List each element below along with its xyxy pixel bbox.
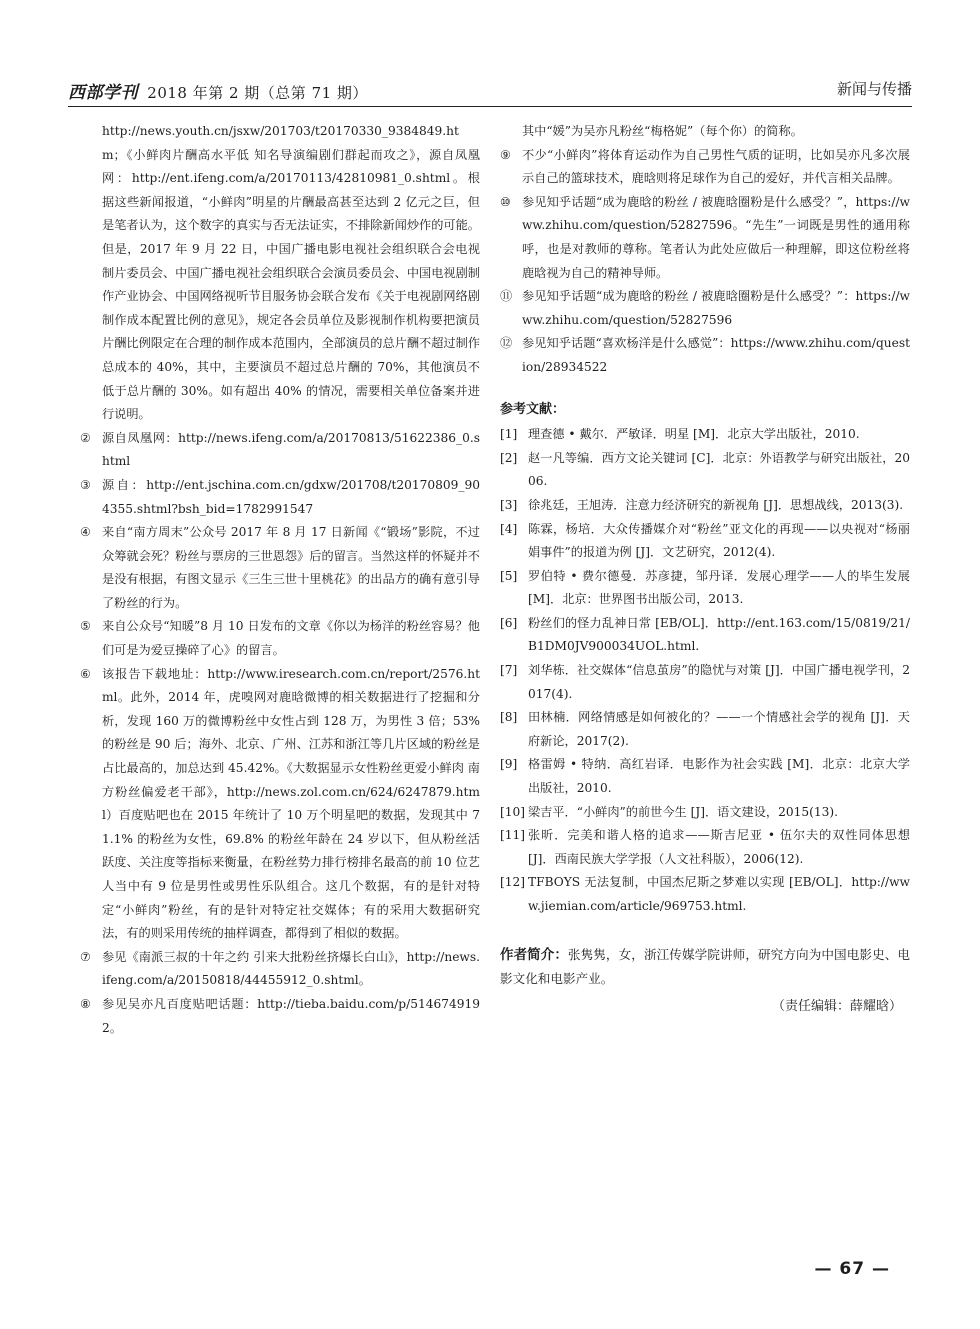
reference-item: [500, 447, 910, 494]
reference-text: 格雷姆 • 特纳．高红岩译．电影作为社会实践 [M]．北京：北京大学出版社，2010.: [528, 757, 910, 796]
footnote-7: [80, 946, 480, 993]
footnote-mark: ②: [80, 430, 91, 445]
journal-header: [68, 78, 368, 103]
reference-text: 徐兆廷，王旭涛．注意力经济研究的新视角 [J]．思想战线，2013(3).: [528, 497, 904, 512]
header-rule: [68, 106, 912, 107]
references-heading: 参考文献：: [500, 401, 566, 417]
reference-item: [500, 423, 910, 447]
reference-number: [7]: [500, 663, 518, 678]
footnote-text: 源自：http://ent.jschina.com.cn/gdxw/201708/t20170809_904355.shtml?bsh_bid=1782991547: [102, 477, 480, 516]
footnote-text: 参见知乎话题“喜欢杨洋是什么感觉”：https://www.zhihu.com/question/28934522: [522, 336, 910, 374]
footnote-mark: ⑤: [80, 619, 91, 634]
footnote-mark: ⑨: [500, 147, 511, 162]
footnote-5: [80, 615, 480, 662]
footnote-text: 参见知乎话题“成为鹿晗的粉丝 / 被鹿晗圈粉是什么感受？”，https://www.zhihu.com/question/52827596。“先生”一词既是男性的通用称呼，也是对教师的尊称。笔者认为此处应做后一种理解，即这位粉丝将鹿晗视为自己的精神导师。: [522, 194, 910, 280]
right-column: [500, 120, 910, 1018]
footnote-continuation: [500, 120, 910, 144]
footnote-text: 该报告下载地址：http://www.iresearch.com.cn/report/2576.html。此外，2014 年，虎嗅网对鹿晗微博的相关数据进行了挖掘和分析，发现 160 万的微博粉丝中女性占到 128 万，为男性 3 倍；53% 的粉丝是 90 后；海外、北京、广州、江苏和浙江等几片区域的粉丝是占比最高的，加总达到 45.42%。《大数据显示女性粉丝更爱小鲜肉 南方粉丝偏爱老干部》，http://news.zol.com.cn/624/6247879.html）百度贴吧也在 2015 年统计了 10 万个明星吧的数据，发现其中 71.1% 的粉丝为女性，69.8% 的粉丝年龄在 24 岁以下，但从粉丝活跃度、关注度等指标来衡量，在粉丝势力排行榜排名最高的前 10 位艺人当中有 9 位是男性或男性乐队组合。这几个数据，有的是针对特定“小鲜肉”粉丝，有的是针对特定社交媒体；有的采用大数据研究法，有的则采用传统的抽样调查，都得到了相似的数据。: [102, 666, 480, 941]
footnote-text: 来自公众号“知暖”8 月 10 日发布的文章《你以为杨洋的粉丝容易？他们可是为爱豆操碎了心》的留言。: [102, 619, 480, 658]
footnote-8: [80, 993, 480, 1040]
reference-number: [2]: [500, 450, 518, 465]
reference-text: 田林楠．网络情感是如何被化的？——一个情感社会学的视角 [J]．天府新论，2017(2).: [528, 710, 910, 748]
footnote-mark: ⑧: [80, 996, 91, 1011]
reference-item: [500, 659, 910, 706]
footnote-mark: ⑫: [500, 336, 513, 351]
footnote-11: [500, 285, 910, 332]
footnote-mark: ⑩: [500, 194, 511, 209]
reference-text: 梁吉平．“小鲜肉”的前世今生 [J]．语文建设，2015(13).: [528, 804, 839, 819]
reference-number: [11]: [500, 828, 526, 843]
reference-text: 陈霖，杨培．大众传播媒介对“粉丝”亚文化的再现——以央视对“杨丽娟事件”的报道为例 [J]．文艺研究，2012(4).: [528, 521, 910, 560]
reference-item: [500, 871, 910, 918]
reference-number: [5]: [500, 568, 518, 583]
footnote-text: 参见《南派三叔的十年之约 引来大批粉丝挤爆长白山》，http://news.ifeng.com/a/20150818/44455912_0.shtml。: [102, 949, 480, 988]
footnote-mark: ④: [80, 525, 91, 540]
reference-text: 赵一凡等编．西方文论关键词 [C]．北京：外语教学与研究出版社，2006.: [528, 450, 910, 489]
left-column: [80, 120, 480, 1040]
reference-item: [500, 753, 910, 800]
reference-item: [500, 518, 910, 565]
reference-item: [500, 612, 910, 659]
reference-number: [6]: [500, 615, 518, 630]
footnote-mark: ③: [80, 477, 91, 492]
footnote-10: [500, 191, 910, 285]
footnote-text: 其中“媛”为吴亦凡粉丝“梅格妮”（每个你）的简称。: [522, 124, 803, 138]
footnote-mark: ⑥: [80, 666, 91, 681]
footnote-text: 源自凤凰网：http://news.ifeng.com/a/20170813/51622386_0.shtml: [102, 430, 480, 469]
reference-text: TFBOYS 无法复制，中国杰尼斯之梦难以实现 [EB/OL]．http://www.jiemian.com/article/969753.html.: [528, 875, 910, 913]
reference-item: [500, 801, 910, 825]
reference-text: 刘华栋．社交媒体“信息茧房”的隐忧与对策 [J]．中国广播电视学刊，2017(4).: [528, 663, 910, 701]
reference-number: [10]: [500, 804, 526, 819]
reference-text: 张昕．完美和谐人格的追求——斯吉尼亚 • 伍尔夫的双性同体思想 [J]．西南民族大学学报（人文社科版），2006(12).: [528, 828, 910, 866]
reference-number: [1]: [500, 427, 518, 442]
footnote-mark: ⑦: [80, 949, 91, 964]
reference-text: 理查德 • 戴尔．严敏译．明星 [M]．北京大学出版社，2010.: [528, 427, 860, 442]
reference-item: [500, 494, 910, 518]
reference-item: [500, 565, 910, 612]
reference-text: 罗伯特 • 费尔德曼．苏彦捷，邹丹译．发展心理学——人的毕生发展 [M]．北京：世界图书出版公司，2013.: [528, 568, 910, 607]
footnote-9: [500, 144, 910, 191]
footnote-text: 参见知乎话题“成为鹿晗的粉丝 / 被鹿晗圈粉是什么感受？”：https://www.zhihu.com/question/52827596: [522, 289, 910, 327]
author-bio: [500, 943, 910, 991]
issue-info: 2018 年第 2 期（总第 71 期）: [147, 84, 368, 102]
reference-item: [500, 706, 910, 753]
reference-number: [9]: [500, 757, 518, 772]
journal-logo: 西部学刊: [68, 83, 138, 103]
author-bio-label: 作者简介：: [500, 946, 568, 963]
reference-item: [500, 824, 910, 871]
author-bio-text: 张隽隽，女，浙江传媒学院讲师，研究方向为中国电影史、电影文化和电影产业。: [500, 946, 911, 986]
page-header: [68, 78, 912, 104]
footnote-6: [80, 663, 480, 946]
footnote-text: 参见吴亦凡百度贴吧话题：http://tieba.baidu.com/p/5146749192。: [102, 996, 480, 1035]
footnote-continuation: [80, 120, 480, 427]
reference-number: [12]: [500, 875, 526, 890]
footnote-text: 不少“小鲜肉”将体育运动作为自己男性气质的证明，比如吴亦凡多次展示自己的篮球技术，鹿晗则将足球作为自己的爱好，并代言相关品牌。: [522, 147, 910, 186]
reference-number: [4]: [500, 521, 518, 536]
reference-text: 粉丝们的怪力乱神日常 [EB/OL]．http://ent.163.com/15/0819/21/B1DM0JV900034UOL.html.: [528, 615, 910, 654]
footnote-3: [80, 474, 480, 521]
footnote-4: [80, 521, 480, 615]
footnote-2: [80, 427, 480, 474]
responsible-editor: （责任编辑：薛耀晗）: [771, 998, 902, 1014]
footnote-text: 来自“南方周末”公众号 2017 年 8 月 17 日新闻《“锻场”影院，不过众筹就会死？粉丝与票房的三世恩怨》后的留言。当然这样的怀疑并不是没有根据，有图文显示《三生三世十里桃花》的出品方的确有意引导了粉丝的行为。: [102, 525, 480, 610]
section-title: 新闻与传播: [836, 80, 912, 98]
page-number: — 67 —: [814, 1259, 890, 1279]
reference-number: [3]: [500, 497, 518, 512]
footnote-text: http://news.youth.cn/jsxw/201703/t20170330_9384849.htm；《小鲜肉片酬高水平低 知名导演编剧们群起而攻之》，源自凤凰网：http://ent.ifeng.com/a/20170113/42810981_0.shtml。根据这些新闻报道，“小鲜肉”明星的片酬最高甚至达到 2 亿元之巨，但是笔者认为，这个数字的真实与否无法证实，不排除新闻炒作的可能。但是，2017 年 9 月 22 日，中国广播电影电视社会组织联合会电视制片委员会、中国广播电视社会组织联合会演员委员会、中国电视剧制作产业协会、中国网络视听节目服务协会联合发布《关于电视剧网络剧制作成本配置比例的意见》，规定各会员单位及影视制作机构要把演员片酬比例限定在合理的制作成本范围内，全部演员的总片酬不超过制作总成本的 40%，其中，主要演员不超过总片酬的 70%，其他演员不低于总片酬的 30%。如有超出 40% 的情况，需要相关单位备案并进行说明。: [102, 124, 480, 422]
footnote-12: [500, 332, 910, 379]
footnote-mark: ⑪: [500, 289, 513, 304]
reference-number: [8]: [500, 710, 518, 725]
